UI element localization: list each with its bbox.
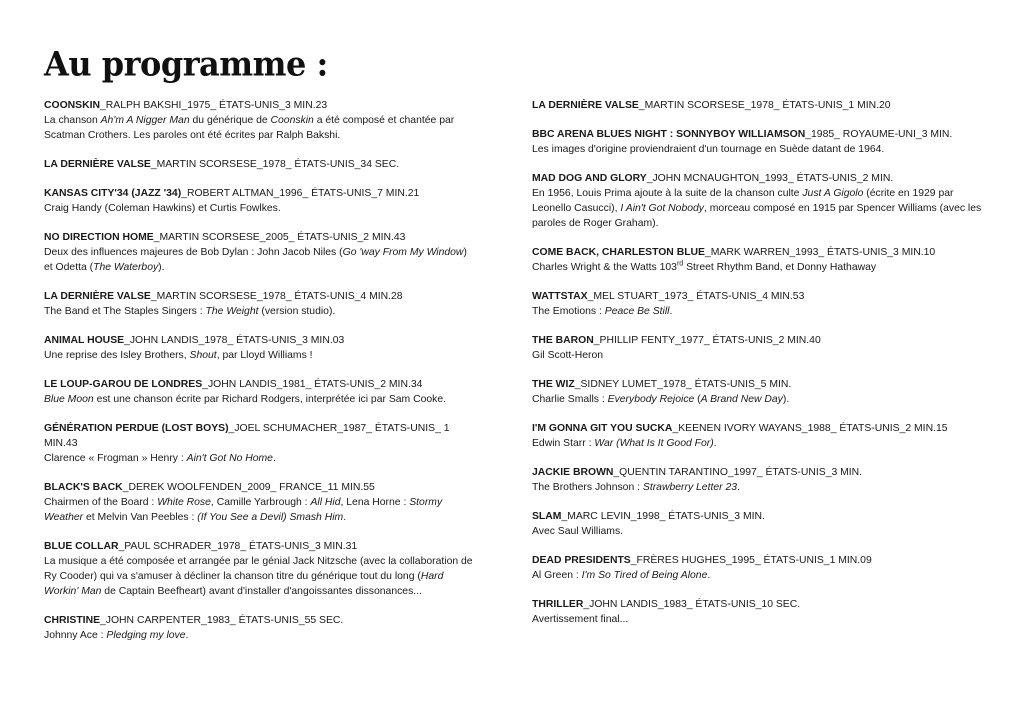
film-credits: _JOHN LANDIS_1978_ ÉTATS-UNIS_3 MIN.03: [124, 335, 345, 346]
program-column-right: [532, 98, 982, 641]
film-credits: _JOHN LANDIS_1983_ ÉTATS-UNIS_10 SEC.: [583, 599, 801, 610]
film-credits: _MEL STUART_1973_ ÉTATS-UNIS_4 MIN.53: [587, 291, 805, 302]
entry-heading: [44, 157, 474, 172]
film-title: LA DERNIÈRE VALSE: [44, 159, 151, 170]
program-column-left: [44, 98, 474, 657]
entry-heading: [44, 289, 474, 304]
film-description: Edwin Starr : War (What Is It Good For).: [532, 438, 717, 449]
film-description: La musique a été composée et arrangée par le génial Jack Nitzsche (avec la collaboration de Ry Cooder) qui va s'amuser à décliner la chanson titre du générique tout du long (Hard Workin' Man de Captain Beefheart) avant d'installer d'angoissantes dissonances...: [44, 556, 473, 597]
film-credits: _MARTIN SCORSESE_2005_ ÉTATS-UNIS_2 MIN.43: [153, 232, 406, 243]
film-credits: _1985_ ROYAUME-UNI_3 MIN.: [805, 129, 953, 140]
entry-heading: [532, 377, 982, 392]
program-entry: [44, 98, 474, 143]
film-description: Clarence « Frogman » Henry : Ain't Got No Home.: [44, 453, 276, 464]
program-entry: [44, 289, 474, 319]
program-entry: [532, 597, 982, 627]
entry-heading: [532, 127, 982, 142]
film-description: La chanson Ah'm A Nigger Man du générique de Coonskin a été composé et chantée par Scatman Crothers. Les paroles ont été écrites par Ralph Bakshi.: [44, 115, 455, 141]
film-title: ANIMAL HOUSE: [44, 335, 125, 346]
entry-heading: [532, 553, 982, 568]
film-title: THE WIZ: [532, 379, 575, 390]
film-description: Gil Scott-Heron: [532, 350, 604, 361]
film-description: En 1956, Louis Prima ajoute à la suite de la chanson culte Just A Gigolo (écrite en 1929 par Leonello Casucci), I Ain't Got Nobody, morceau composé en 1915 par Spencer Williams (avec les paroles de Roger Graham).: [532, 188, 982, 229]
film-title: JACKIE BROWN: [532, 467, 614, 478]
film-credits: _KEENEN IVORY WAYANS_1988_ ÉTATS-UNIS_2 MIN.15: [672, 423, 948, 434]
film-credits: _MARC LEVIN_1998_ ÉTATS-UNIS_3 MIN.: [561, 511, 765, 522]
film-credits: _MARK WARREN_1993_ ÉTATS-UNIS_3 MIN.10: [705, 247, 936, 258]
program-entry: [532, 509, 982, 539]
program-entry: [532, 377, 982, 407]
program-entry: [532, 421, 982, 451]
film-title: GÉNÉRATION PERDUE (LOST BOYS): [44, 423, 229, 434]
program-entry: [44, 613, 474, 643]
entry-heading: [44, 539, 474, 554]
film-credits: _SIDNEY LUMET_1978_ ÉTATS-UNIS_5 MIN.: [574, 379, 792, 390]
film-title: BLUE COLLAR: [44, 541, 119, 552]
film-description: The Band et The Staples Singers : The Weight (version studio).: [44, 306, 336, 317]
entry-heading: [532, 509, 982, 524]
film-title: COME BACK, CHARLESTON BLUE: [532, 247, 705, 258]
film-title: BLACK'S BACK: [44, 482, 123, 493]
entry-heading: [44, 613, 474, 628]
program-entry: [44, 377, 474, 407]
program-entry: [44, 186, 474, 216]
film-description: Avertissement final...: [532, 614, 629, 625]
film-title: LA DERNIÈRE VALSE: [532, 100, 639, 111]
page-title: Au programme :: [44, 44, 328, 84]
film-credits: _MARTIN SCORSESE_1978_ ÉTATS-UNIS_4 MIN.28: [150, 291, 403, 302]
program-entry: [532, 98, 982, 113]
film-title: MAD DOG AND GLORY: [532, 173, 647, 184]
program-entry: [44, 539, 474, 599]
film-title: SLAM: [532, 511, 562, 522]
film-description: Charlie Smalls : Everybody Rejoice (A Brand New Day).: [532, 394, 790, 405]
entry-heading: [532, 98, 982, 113]
film-credits: _RALPH BAKSHI_1975_ ÉTATS-UNIS_3 MIN.23: [100, 100, 328, 111]
film-credits: _JOHN CARPENTER_1983_ ÉTATS-UNIS_55 SEC.: [100, 615, 344, 626]
film-title: I'M GONNA GIT YOU SUCKA: [532, 423, 673, 434]
film-title: COONSKIN: [44, 100, 100, 111]
film-credits: _QUENTIN TARANTINO_1997_ ÉTATS-UNIS_3 MIN.: [613, 467, 863, 478]
film-description: Craig Handy (Coleman Hawkins) et Curtis Fowlkes.: [44, 203, 281, 214]
film-credits: _FRÈRES HUGHES_1995_ ÉTATS-UNIS_1 MIN.09: [630, 555, 872, 566]
film-title: LE LOUP-GAROU DE LONDRES: [44, 379, 203, 390]
entry-heading: [532, 333, 982, 348]
film-title: LA DERNIÈRE VALSE: [44, 291, 151, 302]
film-credits: _DEREK WOOLFENDEN_2009_ FRANCE_11 MIN.55: [122, 482, 375, 493]
film-credits: _JOEL SCHUMACHER_1987_ ÉTATS-UNIS_ 1 MIN.43: [44, 423, 450, 449]
entry-heading: [532, 171, 982, 186]
program-entry: [532, 127, 982, 157]
program-entry: [532, 553, 982, 583]
film-description: Chairmen of the Board : White Rose, Camille Yarbrough : All Hid, Lena Horne : Stormy Weather et Melvin Van Peebles : (If You See a Devil) Smash Him.: [44, 497, 443, 523]
program-entry: [44, 480, 474, 525]
program-entry: [44, 333, 474, 363]
film-title: BBC ARENA BLUES NIGHT : SONNYBOY WILLIAMSON: [532, 129, 806, 140]
film-description: Blue Moon est une chanson écrite par Richard Rodgers, interprétée ici par Sam Cooke.: [44, 394, 446, 405]
film-credits: _JOHN MCNAUGHTON_1993_ ÉTATS-UNIS_2 MIN.: [646, 173, 894, 184]
entry-heading: [532, 289, 982, 304]
entry-heading: [532, 245, 982, 260]
film-credits: _ROBERT ALTMAN_1996_ ÉTATS-UNIS_7 MIN.21: [181, 188, 420, 199]
film-description: Une reprise des Isley Brothers, Shout, par Lloyd Williams !: [44, 350, 313, 361]
entry-heading: [44, 333, 474, 348]
film-description: Les images d'origine proviendraient d'un tournage en Suède datant de 1964.: [532, 144, 885, 155]
film-description: Charles Wright & the Watts 103rd Street Rhythm Band, et Donny Hathaway: [532, 260, 877, 273]
film-credits: _MARTIN SCORSESE_1978_ ÉTATS-UNIS_34 SEC.: [150, 159, 400, 170]
film-credits: _PAUL SCHRADER_1978_ ÉTATS-UNIS_3 MIN.31: [118, 541, 358, 552]
film-description: The Brothers Johnson : Strawberry Letter 23.: [532, 482, 740, 493]
film-title: THRILLER: [532, 599, 584, 610]
program-entry: [532, 171, 982, 231]
program-entry: [44, 421, 474, 466]
film-description: Johnny Ace : Pledging my love.: [44, 630, 189, 641]
program-entry: [44, 157, 474, 172]
film-title: THE BARON: [532, 335, 594, 346]
film-title: DEAD PRESIDENTS: [532, 555, 631, 566]
program-entry: [532, 465, 982, 495]
film-title: WATTSTAX: [532, 291, 588, 302]
film-description: Deux des influences majeures de Bob Dylan : John Jacob Niles (Go 'way From My Window) et Odetta (The Waterboy).: [44, 247, 467, 273]
entry-heading: [44, 98, 474, 113]
entry-heading: [44, 186, 474, 201]
film-credits: _JOHN LANDIS_1981_ ÉTATS-UNIS_2 MIN.34: [202, 379, 423, 390]
entry-heading: [532, 597, 982, 612]
film-credits: _PHILLIP FENTY_1977_ ÉTATS-UNIS_2 MIN.40: [593, 335, 821, 346]
program-entry: [532, 245, 982, 275]
film-title: CHRISTINE: [44, 615, 100, 626]
entry-heading: [532, 421, 982, 436]
film-description: Avec Saul Williams.: [532, 526, 624, 537]
entry-heading: [44, 377, 474, 392]
film-title: KANSAS CITY'34 (JAZZ '34): [44, 188, 182, 199]
entry-heading: [44, 480, 474, 495]
entry-heading: [532, 465, 982, 480]
film-description: The Emotions : Peace Be Still.: [532, 306, 673, 317]
film-description: Al Green : I'm So Tired of Being Alone.: [532, 570, 711, 581]
entry-heading: [44, 421, 474, 451]
program-entry: [532, 289, 982, 319]
entry-heading: [44, 230, 474, 245]
film-credits: _MARTIN SCORSESE_1978_ ÉTATS-UNIS_1 MIN.20: [638, 100, 891, 111]
film-title: NO DIRECTION HOME: [44, 232, 154, 243]
program-entry: [44, 230, 474, 275]
program-entry: [532, 333, 982, 363]
